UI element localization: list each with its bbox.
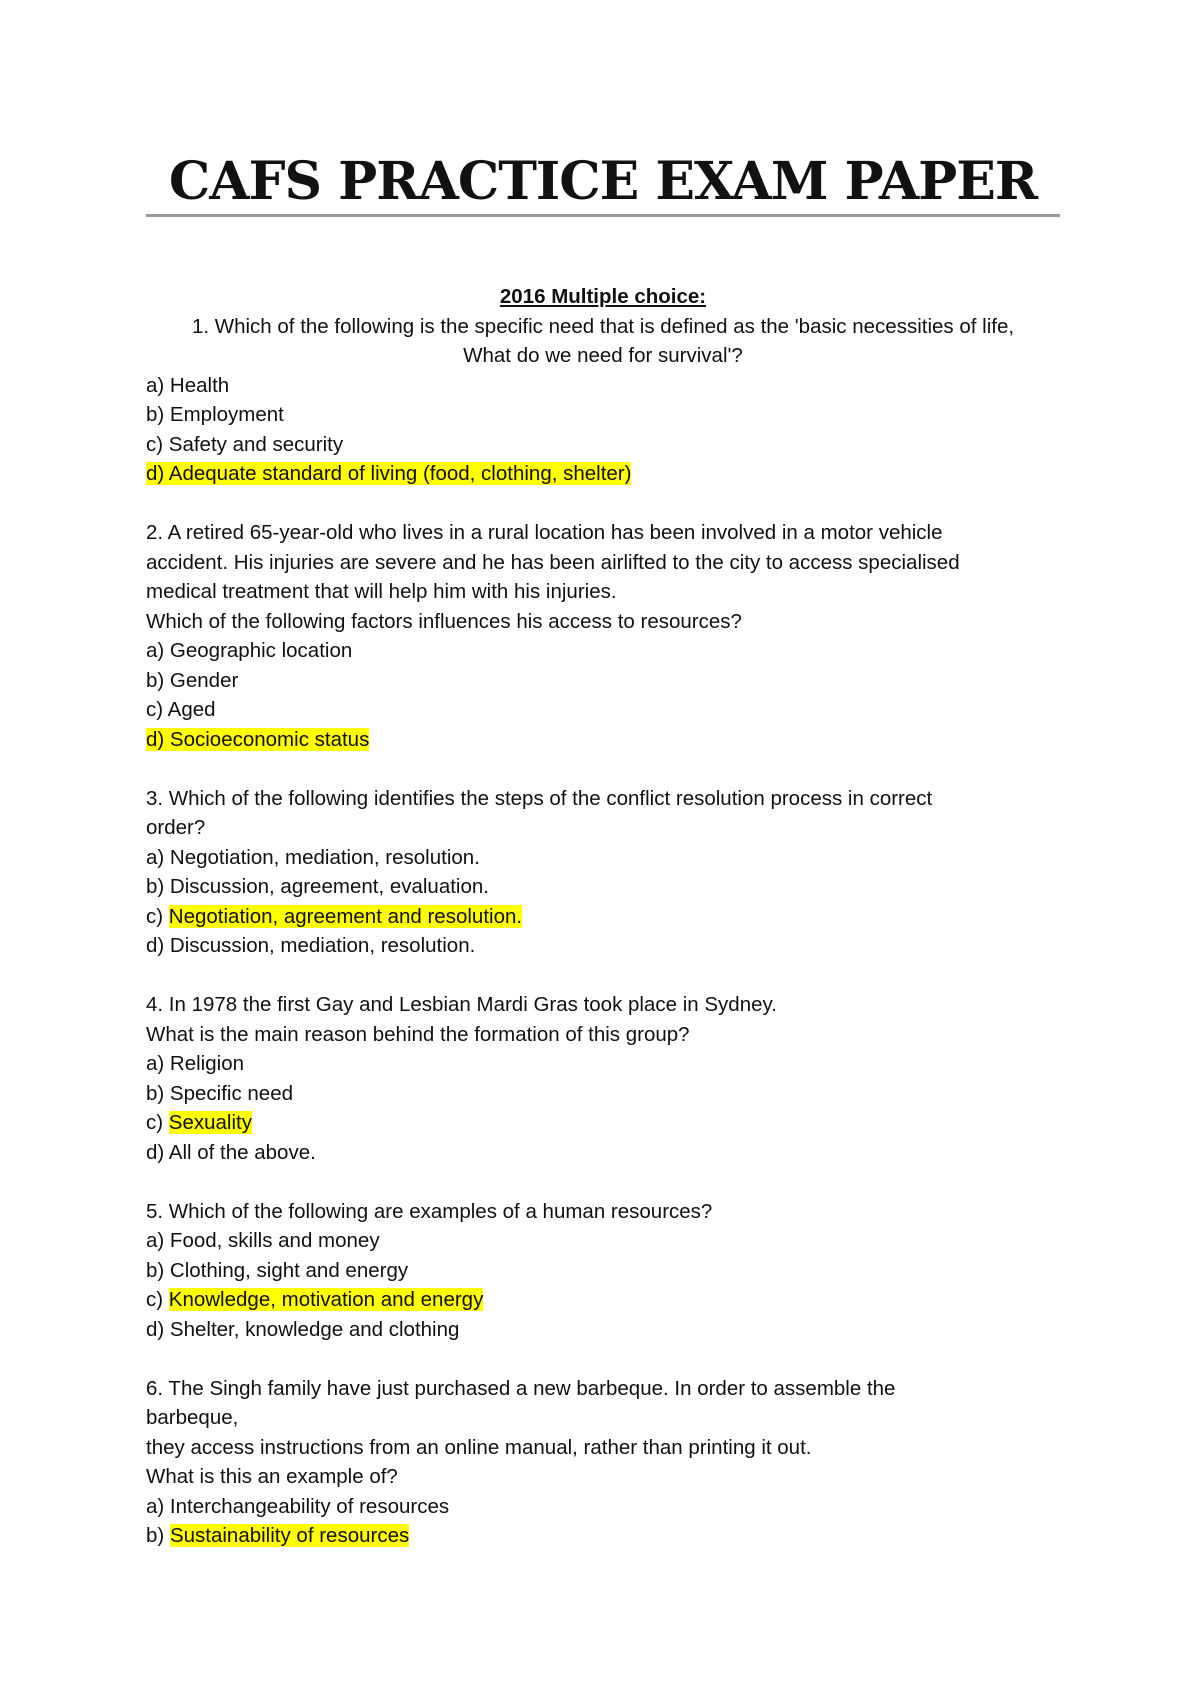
option-text: a) Religion (146, 1052, 244, 1075)
option-text: b) Discussion, agreement, evaluation. (146, 875, 489, 898)
option-text: b) Clothing, sight and energy (146, 1258, 409, 1282)
option-text: a) Geographic location (146, 639, 353, 662)
answer-option (146, 1079, 1060, 1109)
question-stem-line: barbeque, (146, 1406, 239, 1429)
answer-option (146, 1138, 1060, 1168)
question-spacer (146, 1344, 1060, 1374)
option-letter: c) (146, 1111, 169, 1134)
question-block (146, 1197, 1060, 1345)
section-heading: 2016 Multiple choice: (499, 285, 707, 308)
title-underline-rule (146, 214, 1060, 217)
option-text: d) Shelter, knowledge and clothing (146, 1317, 460, 1341)
option-text: d) All of the above. (146, 1140, 316, 1164)
question-block (146, 312, 1060, 489)
question-stem-line: medical treatment that will help him with his injuries. (146, 580, 617, 603)
option-text: b) Employment (146, 403, 284, 426)
answer-option (146, 1256, 1060, 1286)
option-text: b) Specific need (146, 1081, 294, 1105)
option-text: d) Socioeconomic status (146, 727, 370, 751)
question-stem-line: What is this an example of? (146, 1465, 398, 1488)
option-text: a) Interchangeability of resources (146, 1494, 450, 1518)
answer-option-correct (146, 725, 1060, 755)
option-text: Knowledge, motivation and energy (168, 1288, 484, 1311)
question-list (146, 312, 1060, 1551)
question-spacer (146, 1167, 1060, 1197)
answer-option-correct (146, 902, 1060, 932)
answer-option (146, 695, 1060, 725)
answer-option (146, 666, 1060, 696)
answer-option (146, 1049, 1060, 1079)
option-text: Sexuality (168, 1111, 252, 1134)
question-stem-line: What is the main reason behind the formation of this group? (146, 1022, 690, 1046)
answer-option (146, 843, 1060, 873)
option-text: a) Health (146, 373, 230, 397)
answer-option (146, 931, 1060, 961)
answer-option (146, 400, 1060, 430)
question-stem-line: What do we need for survival'? (463, 344, 743, 367)
answer-option (146, 430, 1060, 460)
question-stem-line: 4. In 1978 the first Gay and Lesbian Mardi Gras took place in Sydney. (146, 993, 777, 1016)
option-text: b) Gender (146, 668, 239, 692)
answer-option (146, 371, 1060, 401)
option-letter: c) (146, 1288, 169, 1311)
question-stem-line: 5. Which of the following are examples of a human resources? (146, 1199, 713, 1223)
answer-option (146, 1492, 1060, 1522)
option-text: c) Safety and security (146, 432, 344, 456)
question-spacer (146, 754, 1060, 784)
question-stem-line: 1. Which of the following is the specific need that is defined as the 'basic necessities of life, (191, 314, 1015, 338)
option-text: a) Food, skills and money (146, 1229, 380, 1252)
question-block (146, 990, 1060, 1167)
option-text: a) Negotiation, mediation, resolution. (146, 845, 480, 869)
option-text: d) Adequate standard of living (food, clothing, shelter) (146, 462, 632, 485)
answer-option-correct (146, 1108, 1060, 1138)
question-spacer (146, 489, 1060, 519)
option-text: Sustainability of resources (169, 1524, 410, 1547)
answer-option-correct (146, 459, 1060, 489)
answer-option-correct (146, 1285, 1060, 1315)
answer-option (146, 1315, 1060, 1345)
answer-option (146, 636, 1060, 666)
option-letter: b) (146, 1524, 170, 1547)
question-stem-line: they access instructions from an online manual, rather than printing it out. (146, 1435, 812, 1459)
question-block (146, 518, 1060, 754)
answer-option-correct (146, 1521, 1060, 1551)
question-stem-line: 6. The Singh family have just purchased a new barbeque. In order to assemble the (146, 1376, 896, 1400)
option-text: d) Discussion, mediation, resolution. (146, 934, 476, 957)
option-text: c) Aged (146, 698, 216, 721)
option-letter: c) (146, 904, 169, 928)
answer-option (146, 872, 1060, 902)
option-text: Negotiation, agreement and resolution. (168, 904, 523, 928)
question-block (146, 1374, 1060, 1551)
page-title: CAFS PRACTICE EXAM PAPER (168, 151, 1038, 212)
question-stem-line: 2. A retired 65-year-old who lives in a rural location has been involved in a motor vehicle (146, 521, 943, 544)
question-stem-line: accident. His injuries are severe and he has been airlifted to the city to access specialised (146, 550, 960, 574)
answer-option (146, 1226, 1060, 1256)
question-stem-line: 3. Which of the following identifies the steps of the conflict resolution process in correct (146, 786, 933, 810)
exam-content (146, 282, 1060, 1551)
question-stem-line: order? (146, 816, 206, 839)
question-spacer (146, 961, 1060, 991)
question-stem-line: Which of the following factors influences his access to resources? (146, 609, 742, 633)
question-block (146, 784, 1060, 961)
